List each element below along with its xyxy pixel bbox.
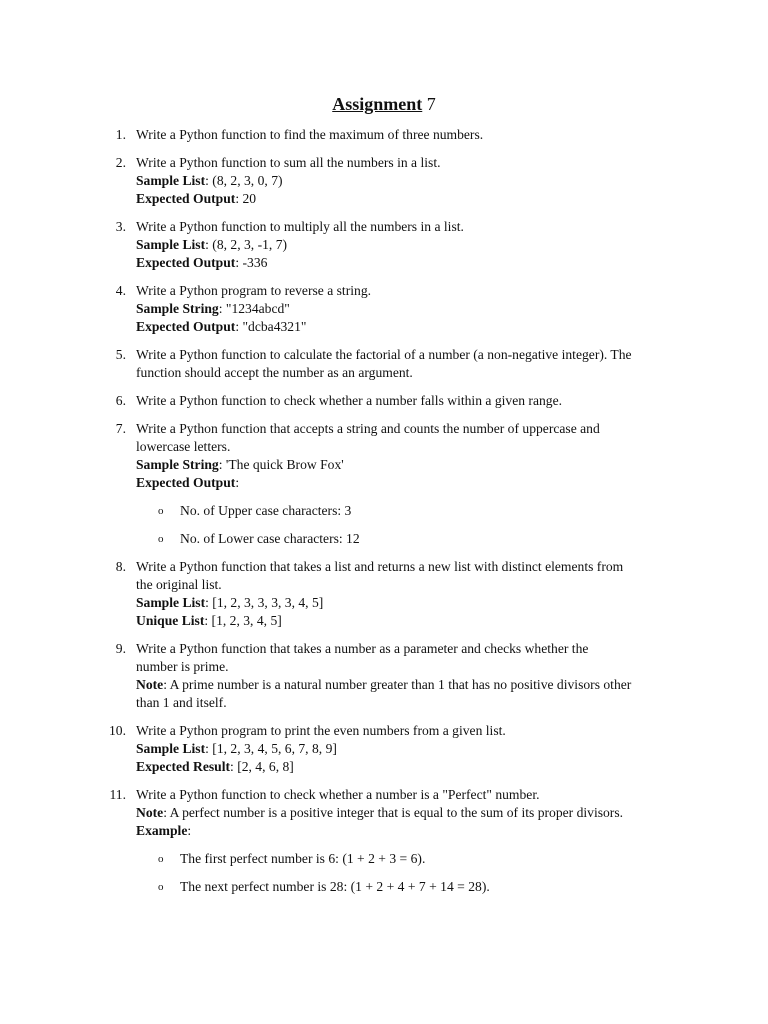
item-number: 7.: [115, 421, 126, 436]
item-number: 10.: [109, 723, 126, 738]
circle-bullet-icon: o: [158, 853, 164, 865]
bullet-list: [136, 850, 696, 896]
item-text: Write a Python function that accepts a string and counts the number of uppercase and: [136, 421, 600, 436]
bullet-text: No. of Lower case characters: 12: [180, 531, 360, 546]
field-label: Expected Output: [136, 319, 236, 334]
list-item: [109, 786, 696, 896]
list-item: [115, 154, 696, 208]
list-item: [115, 126, 696, 144]
item-text: Write a Python program to reverse a string.: [136, 283, 372, 298]
labeled-line: [136, 474, 696, 492]
item-text: Write a Python function to calculate the factorial of a number (a non-negative integer). The: [136, 347, 632, 362]
field-value: : "1234abcd": [218, 301, 290, 316]
labeled-line: [136, 254, 696, 272]
labeled-line: [136, 456, 696, 474]
field-label: Expected Output: [136, 475, 236, 490]
field-value: : 20: [235, 191, 257, 206]
item-number: 5.: [115, 347, 126, 362]
field-label: Expected Output: [136, 191, 236, 206]
field-value: : -336: [235, 255, 268, 270]
item-text: function should accept the number as an argument.: [136, 365, 413, 380]
field-value: : A perfect number is a positive integer that is equal to the sum of its proper divisors.: [163, 805, 624, 820]
field-label: Sample List: [136, 173, 206, 188]
field-value: : [1, 2, 3, 4, 5, 6, 7, 8, 9]: [205, 741, 337, 756]
labeled-line: [136, 676, 696, 694]
field-value: : (8, 2, 3, -1, 7): [205, 237, 288, 252]
labeled-line: [136, 318, 696, 336]
item-number: 8.: [115, 559, 126, 574]
list-item: [115, 558, 696, 630]
item-text: Write a Python function to sum all the numbers in a list.: [136, 155, 441, 170]
item-number: 4.: [115, 283, 126, 298]
title-word: Assignment: [332, 94, 423, 114]
bullet-item: [136, 878, 696, 896]
item-number: 6.: [115, 393, 126, 408]
field-value: : (8, 2, 3, 0, 7): [205, 173, 283, 188]
assignment-list: [109, 126, 696, 906]
item-number: 1.: [115, 127, 126, 142]
field-value: : [1, 2, 3, 3, 3, 3, 4, 5]: [205, 595, 324, 610]
list-item: [115, 346, 696, 382]
labeled-line: [136, 804, 696, 822]
labeled-line: [136, 300, 696, 318]
labeled-line: [136, 758, 696, 776]
list-item: [115, 392, 696, 410]
item-text: lowercase letters.: [136, 439, 231, 454]
item-number: 3.: [115, 219, 126, 234]
field-label: Example: [136, 823, 188, 838]
field-label: Sample String: [136, 301, 219, 316]
item-text: Write a Python function to check whether a number falls within a given range.: [136, 393, 563, 408]
field-label: Expected Output: [136, 255, 236, 270]
field-label: Sample List: [136, 741, 206, 756]
list-item: [115, 640, 696, 712]
bullet-text: The first perfect number is 6: (1 + 2 + 3 = 6).: [180, 851, 426, 866]
field-label: Unique List: [136, 613, 205, 628]
list-item: [115, 420, 696, 548]
field-value: : "dcba4321": [235, 319, 307, 334]
circle-bullet-icon: o: [158, 505, 164, 517]
bullet-list: [136, 502, 696, 548]
circle-bullet-icon: o: [158, 881, 164, 893]
bullet-text: No. of Upper case characters: 3: [180, 503, 352, 518]
item-text: the original list.: [136, 577, 222, 592]
field-value: : 'The quick Brow Fox': [218, 457, 344, 472]
labeled-line: [136, 190, 696, 208]
item-text: Write a Python function to find the maximum of three numbers.: [136, 127, 484, 142]
field-label: Note: [136, 677, 164, 692]
item-text: Write a Python function that takes a list and returns a new list with distinct elements from: [136, 559, 624, 574]
field-value: :: [235, 475, 240, 490]
field-value: : [1, 2, 3, 4, 5]: [204, 613, 282, 628]
item-text: Write a Python function to check whether a number is a "Perfect" number.: [136, 787, 540, 802]
labeled-line: [136, 594, 696, 612]
item-text: Write a Python program to print the even numbers from a given list.: [136, 723, 506, 738]
field-label: Sample List: [136, 237, 206, 252]
item-text: than 1 and itself.: [136, 695, 227, 710]
labeled-line: [136, 740, 696, 758]
bullet-item: [136, 850, 696, 868]
labeled-line: [136, 172, 696, 190]
field-label: Expected Result: [136, 759, 231, 774]
item-number: 2.: [115, 155, 126, 170]
item-text: Write a Python function that takes a number as a parameter and checks whether the: [136, 641, 589, 656]
bullet-text: The next perfect number is 28: (1 + 2 + 4 + 7 + 14 = 28).: [180, 879, 490, 894]
field-value: :: [187, 823, 192, 838]
list-item: [115, 282, 696, 336]
field-value: : [2, 4, 6, 8]: [230, 759, 294, 774]
bullet-item: [136, 502, 696, 520]
title-number: 7: [426, 94, 436, 114]
item-text: Write a Python function to multiply all the numbers in a list.: [136, 219, 464, 234]
field-label: Sample List: [136, 595, 206, 610]
item-text: number is prime.: [136, 659, 229, 674]
field-value: : A prime number is a natural number greater than 1 that has no positive divisors other: [163, 677, 632, 692]
labeled-line: [136, 612, 696, 630]
labeled-line: [136, 822, 696, 840]
item-number: 11.: [109, 787, 126, 802]
field-label: Note: [136, 805, 164, 820]
field-label: Sample String: [136, 457, 219, 472]
list-item: [109, 722, 696, 776]
list-item: [115, 218, 696, 272]
bullet-item: [136, 530, 696, 548]
labeled-line: [136, 236, 696, 254]
item-number: 9.: [115, 641, 126, 656]
page-title: [0, 92, 768, 116]
circle-bullet-icon: o: [158, 533, 164, 545]
